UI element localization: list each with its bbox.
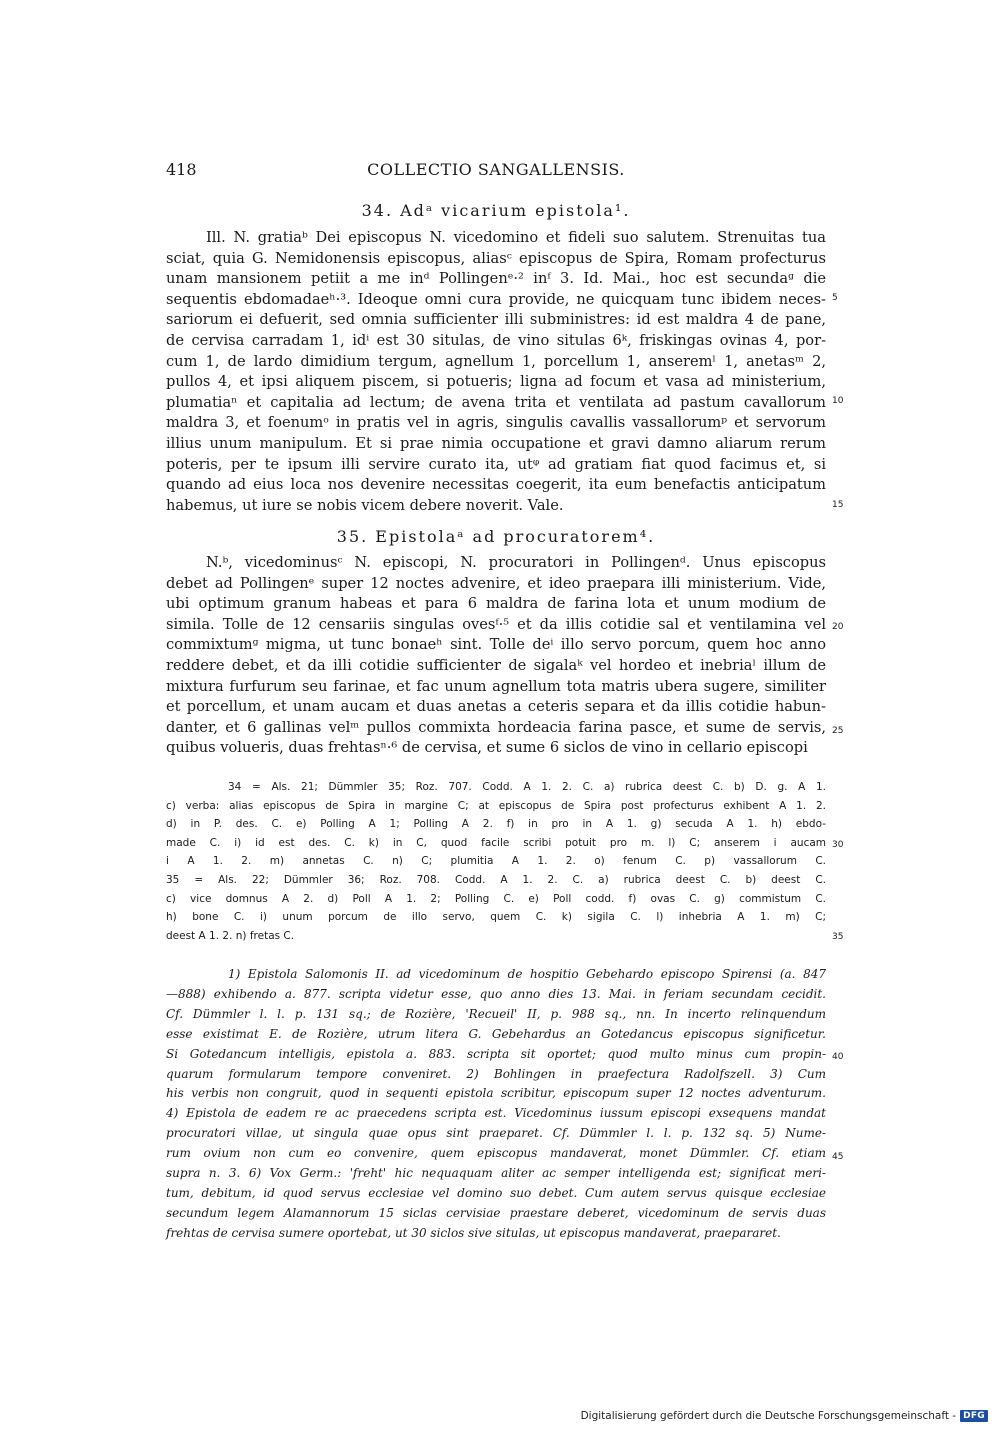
- text-line: h) bone C. i) unum porcum de illo servo, quem C. k) sigila C. l) inhebria A 1. m) C;: [166, 911, 826, 924]
- text-line: danter, et 6 gallinas velᵐ pullos commixta hordeacia farina pasce, et sume de servis,: [166, 718, 826, 736]
- text-line: poteris, per te ipsum illi servire curato ita, utᵠ ad gratiam fiat quod facimus et, si: [166, 455, 826, 473]
- running-title: COLLECTIO SANGALLENSIS.: [367, 160, 625, 179]
- digitization-footer: [581, 1410, 988, 1422]
- dfg-logo: DFG: [960, 1410, 988, 1422]
- letter-35-title: 35. Epistolaᵃ ad procuratorem⁴.: [336, 527, 656, 546]
- footer-text: Digitalisierung gefördert durch die Deutsche Forschungsgemeinschaft -: [580, 1410, 957, 1422]
- line-number: 20: [832, 622, 844, 632]
- text-line: 4) Epistola de eadem re ac praecedens scripta est. Vicedominus iussum episcopi exsequens mandat: [166, 1106, 826, 1121]
- text-line: i A 1. 2. m) annetas C. n) C; plumitia A 1. 2. o) fenum C. p) vassallorum C.: [166, 855, 826, 868]
- text-line: reddere debet, et da illi cotidie sufficienter de sigalaᵏ vel hordeo et inebriaˡ illum de: [166, 657, 826, 674]
- text-line: mixtura furfurum seu farinae, et fac unum agnellum tota matris ubera sugere, similiter: [166, 677, 826, 695]
- line-number: 40: [832, 1052, 844, 1062]
- text-line: 35 = Als. 22; Dümmler 36; Roz. 708. Codd. A 1. 2. C. a) rubrica deest C. b) deest C.: [166, 874, 826, 886]
- text-line: simila. Tolle de 12 censariis singulas ovesᶠ·⁵ et da illis cotidie sal et ventilamina vel: [166, 615, 826, 633]
- letter-34-title: 34. Adᵃ vicarium epistola¹.: [361, 201, 631, 220]
- line-number: 15: [832, 500, 844, 510]
- text-line: sciat, quia G. Nemidonensis episcopus, aliasᶜ episcopus de Spira, Romam profecturus: [166, 249, 826, 267]
- text-line: made C. i) id est des. C. k) in C, quod facile scribi potuit pro m. l) C; anserem i aucam: [166, 836, 826, 849]
- text-line: Cf. Dümmler l. l. p. 131 sq.; de Rozière, 'Recueil' II, p. 988 sq., nn. In incerto relinquendum: [166, 1006, 826, 1021]
- text-line: debet ad Pollingenᵉ super 12 noctes advenire, et ideo praepara illi ministerium. Vide,: [166, 574, 826, 592]
- text-line: plumatiaⁿ et capitalia ad lectum; de avena trita et ventilata ad pastum cavallorum: [166, 393, 826, 411]
- text-line: his verbis non congruit, quod in sequenti epistola scribitur, episcopum super 12 noctes adventurum.: [166, 1086, 826, 1101]
- text-line: c) verba: alias episcopus de Spira in margine C; at episcopus de Spira post profecturus exhibent A 1. 2.: [166, 799, 826, 812]
- text-line: frehtas de cervisa sumere oportebat, ut 30 siclos sive situlas, ut episcopus mandaverat, praepararet.: [166, 1225, 781, 1240]
- text-line: ubi optimum granum habeas et para 6 maldra de farina lota et unum modium de: [166, 595, 826, 613]
- text-line: cum 1, de lardo dimidium tergum, agnellum 1, porcellum 1, anseremˡ 1, anetasᵐ 2,: [166, 352, 826, 370]
- text-line: N.ᵇ, vicedominusᶜ N. episcopi, N. procuratori in Pollingenᵈ. Unus episcopus: [206, 554, 826, 571]
- text-line: —888) exhibendo a. 877. scripta videtur esse, quo anno dies 13. Mai. in feriam secundam cecidit.: [166, 986, 826, 1001]
- line-number: 10: [832, 396, 844, 406]
- text-line: 1) Epistola Salomonis II. ad vicedominum de hospitio Gebehardo episcopo Spirensi (a. 847: [228, 967, 826, 981]
- text-line: et porcellum, et unam aucam et duas anetas a ceteris separa et da illis cotidie habun-: [166, 698, 826, 716]
- text-line: commixtumᵍ migma, ut tunc bonaeʰ sint. Tolle deⁱ illo servo porcum, quem hoc anno: [166, 636, 826, 654]
- text-line: sariorum ei defuerit, sed omnia sufficienter illi subministres: id est maldra 4 de pane,: [166, 311, 826, 329]
- text-line: quando ad eius loca nos devenire necessitas coegerit, ita eum benefactis anticipatum: [166, 476, 826, 494]
- text-line: pullos 4, et ipsi aliquem piscem, si potueris; ligna ad focum et vasa ad ministerium,: [166, 373, 826, 391]
- line-number: 45: [832, 1152, 844, 1162]
- text-line: procuratori villae, ut singula quae opus sint praeparet. Cf. Dümmler l. l. p. 132 sq. 5) Nume-: [166, 1126, 826, 1141]
- text-line: d) in P. des. C. e) Polling A 1; Polling A 2. f) in pro in A 1. g) secuda A 1. h) ebdo-: [166, 818, 826, 831]
- line-number: 5: [832, 293, 838, 303]
- text-line: habemus, ut iure se nobis vicem debere noverit. Vale.: [166, 496, 564, 514]
- text-line: esse existimat E. de Rozière, utrum litera G. Gebehardus an Gotedancus episcopus significetur.: [166, 1026, 826, 1041]
- text-line: Si Gotedancum intelligis, epistola a. 883. scripta sit oportet; quod multo minus cum propin-: [166, 1046, 826, 1061]
- text-line: quarum formularum tempore conveniret. 2) Bohlingen in praefectura Radolfszell. 3) Cum: [166, 1066, 826, 1081]
- line-number: 30: [832, 840, 844, 850]
- text-line: rum ovium non cum eo convenire, quem episcopus mandaverat, monet Dümmler. Cf. etiam: [166, 1146, 826, 1161]
- text-line: quibus volueris, duas frehtasⁿ·⁶ de cervisa, et sume 6 siclos de vino in cellario episcopi: [166, 739, 808, 757]
- text-line: c) vice domnus A 2. d) Poll A 1. 2; Polling C. e) Poll codd. f) ovas C. g) commistum C.: [166, 892, 826, 905]
- text-line: de cervisa carradam 1, idⁱ est 30 situlas, de vino situlas 6ᵏ, friskingas ovinas 4, por-: [166, 332, 826, 349]
- text-line: deest A 1. 2. n) fretas C.: [166, 929, 295, 942]
- page-header: [166, 160, 826, 182]
- text-line: supra n. 3. 6) Vox Germ.: 'freht' hic nequaquam aliter ac semper intelligenda est; significat meri-: [166, 1166, 826, 1180]
- line-number: 25: [832, 726, 844, 736]
- text-line: maldra 3, et foenumᵒ in pratis vel in agris, singulis cavallis vassallorumᵖ et servorum: [166, 414, 826, 432]
- line-number: 35: [832, 932, 844, 942]
- text-line: unam mansionem petiit a me inᵈ Pollingenᵉ·² inᶠ 3. Id. Mai., hoc est secundaᵍ die: [166, 270, 826, 288]
- text-line: Ill. N. gratiaᵇ Dei episcopus N. vicedomino et fideli suo salutem. Strenuitas tua: [206, 229, 826, 246]
- text-line: sequentis ebdomadaeʰ·³. Ideoque omni cura provide, ne quicquam tunc ibidem neces-: [166, 290, 826, 308]
- page-number: 418: [166, 160, 197, 179]
- text-line: 34 = Als. 21; Dümmler 35; Roz. 707. Codd. A 1. 2. C. a) rubrica deest C. b) D. g. A 1.: [228, 781, 826, 793]
- text-line: illius unum manipulum. Et si prae nimia occupatione et gravi damno aliarum rerum: [166, 435, 826, 452]
- text-line: tum, debitum, id quod servus ecclesiae vel domino suo debet. Cum autem servus quisque ecclesiae: [166, 1185, 826, 1200]
- text-line: secundum legem Alamannorum 15 siclas cervisiae praestare deberet, vicedominum de servis duas: [166, 1205, 826, 1220]
